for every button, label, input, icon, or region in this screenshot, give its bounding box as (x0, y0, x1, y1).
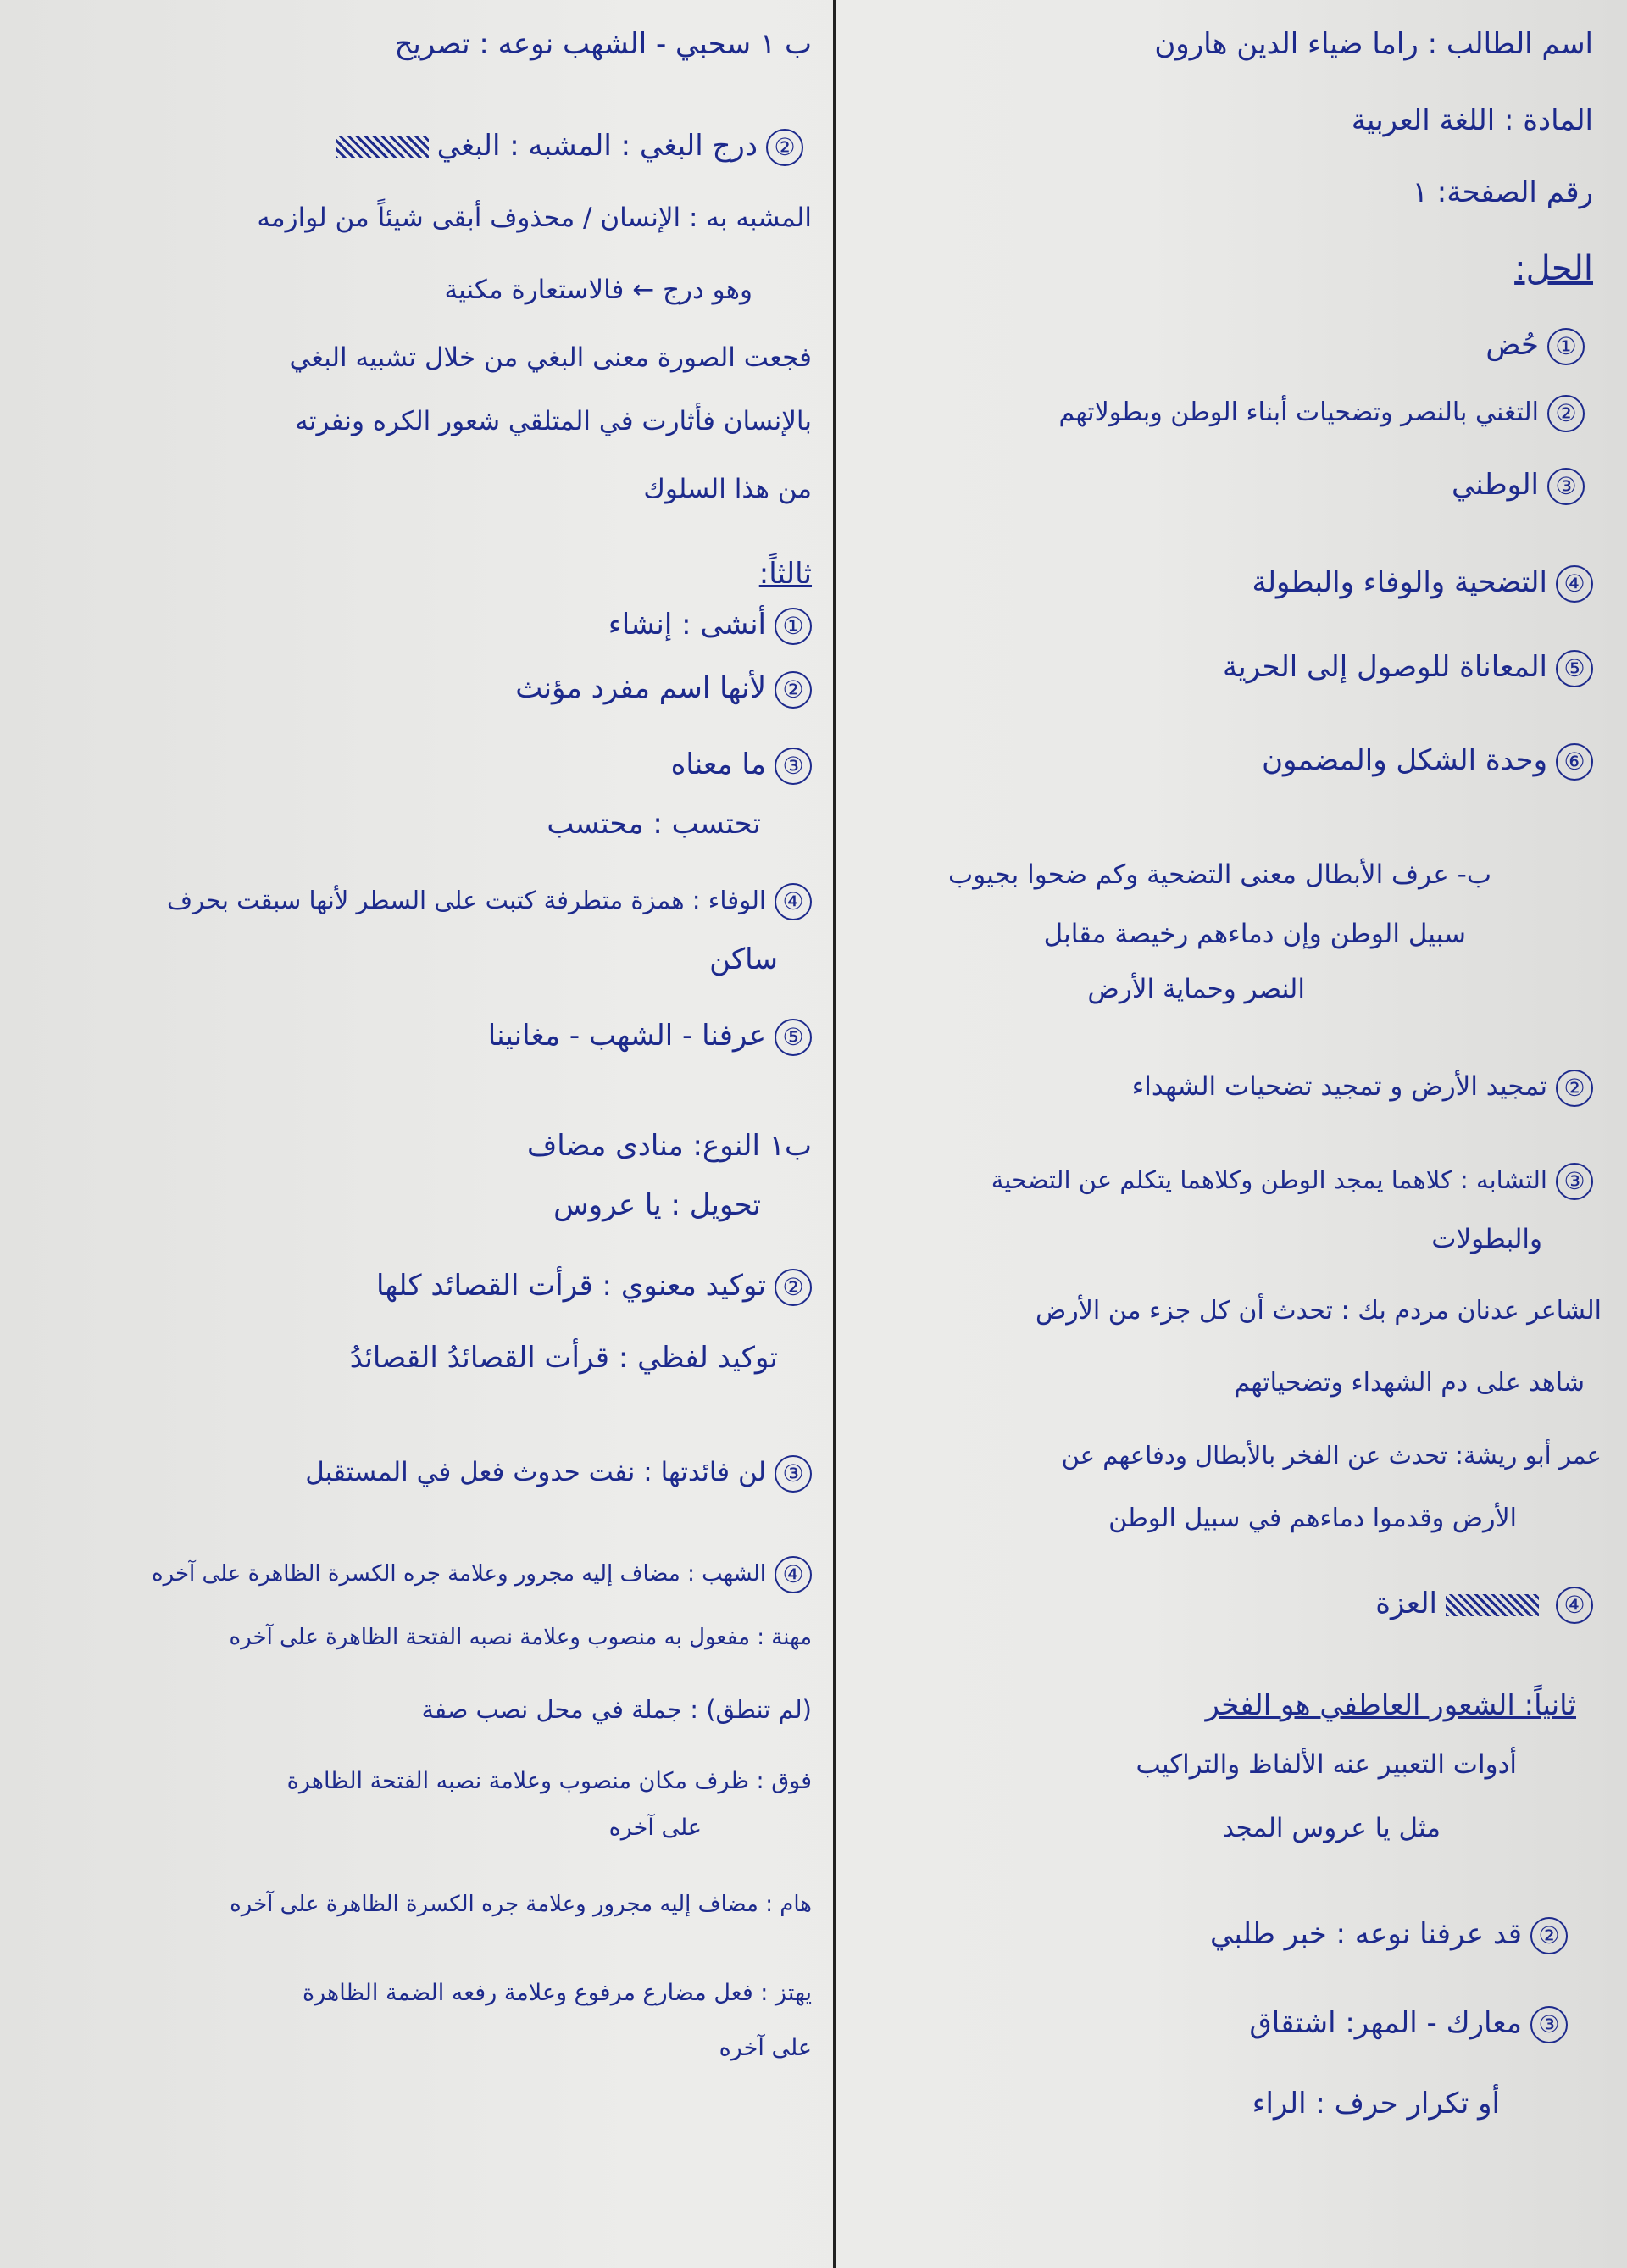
number-marker: ④ (1556, 565, 1593, 603)
poet2-line2: الأرض وقدموا دماءهم في سبيل الوطن (1108, 1504, 1517, 1533)
third-4-line2: ساكن (709, 942, 778, 976)
answer-1: ①حُض (1485, 326, 1585, 365)
number-marker: ② (1547, 395, 1585, 432)
b-4-parse3: (لم تنطق) : جملة في محل نصب صفة (421, 1695, 812, 1724)
b2-line2: المشبه به : الإنسان / محذوف أبقى شيئاً من لوازمه (257, 203, 812, 233)
poet2-line1: عمر أبو ريشة: تحدث عن الفخر بالأبطال ودفاعهم عن (1061, 1441, 1602, 1470)
number-marker: ⑤ (1556, 650, 1593, 687)
number-marker: ④ (775, 1556, 812, 1593)
second-heading: ثانياً: الشعور العاطفي هو الفخر (1205, 1688, 1576, 1722)
b-4-parse5: هام : مضاف إليه مجرور وعلامة جره الكسرة الظاهرة على آخره (230, 1892, 812, 1917)
b-2-emphasis: ②توكيد معنوي : قرأت القصائد كلها (376, 1267, 812, 1306)
number-marker: ③ (775, 748, 812, 785)
b2-line1: ②درج البغي : المشبه : البغي (327, 127, 803, 166)
number-marker: ③ (1547, 468, 1585, 505)
b2-line6: من هذا السلوك (643, 474, 812, 504)
b-4-parse4: فوق : ظرف مكان منصوب وعلامة نصبه الفتحة الظاهرة (286, 1768, 812, 1794)
number-marker: ① (775, 608, 812, 645)
number-marker: ② (1556, 1070, 1593, 1107)
student-name-line: اسم الطالب : راما ضياء الدين هارون (1154, 27, 1593, 61)
answer-b1-line3: النصر وحماية الأرض (1087, 974, 1305, 1004)
number-marker: ② (775, 1269, 812, 1306)
answer-2: ②التغني بالنصر وتضحيات أبناء الوطن وبطولاتهم (1058, 394, 1585, 432)
solution-heading: الحل: (1514, 249, 1593, 288)
number-marker: ④ (775, 883, 812, 920)
b-3-lan: ③لن فائدتها : نفت حدوث فعل في المستقبل (305, 1454, 812, 1493)
crossed-out-word (1446, 1594, 1539, 1616)
b-4-parse4-line2: على آخره (608, 1815, 702, 1841)
answer-b4: ④العزة (1375, 1585, 1593, 1624)
b-4-parse6: يهتز : فعل مضارع مرفوع وعلامة رفعه الضمة الظاهرة (303, 1980, 812, 2006)
third-5: ⑤عرفنا - الشهب - مغانينا (488, 1017, 812, 1056)
second-line2: أدوات التعبير عنه الألفاظ والتراكيب (1136, 1749, 1517, 1780)
second-answer-3-line2: أو تكرار حرف : الراء (1252, 2087, 1500, 2121)
right-column (843, 0, 1610, 2268)
number-marker: ② (1530, 1917, 1568, 1954)
answer-6: ⑥وحدة الشكل والمضمون (1262, 742, 1593, 781)
b1-line: ب ١ سحبي - الشهب نوعه : تصريح (394, 27, 812, 61)
third-1: ①أنشى : إنشاء (608, 606, 812, 645)
number-marker: ④ (1556, 1587, 1593, 1624)
third-3-line2: تحتسب : محتسب (547, 807, 761, 841)
poet1-line2: شاهد على دم الشهداء وتضحياتهم (1234, 1368, 1585, 1398)
second-answer-3: ③معارك - المهر: اشتقاق (1249, 2004, 1568, 2043)
b-4-parse6-line2: على آخره (719, 2035, 812, 2061)
number-marker: ⑤ (775, 1019, 812, 1056)
b-1-conversion: تحويل : يا عروس (553, 1188, 761, 1222)
b-2-verbal: توكيد لفظي : قرأت القصائدُ القصائدُ (349, 1341, 778, 1375)
second-line3: مثل يا عروس المجد (1222, 1813, 1441, 1843)
subject-line: المادة : اللغة العربية (1351, 103, 1593, 137)
answer-b1-line1: ب- عرف الأبطال معنى التضحية وكم ضحوا بجيوب (948, 859, 1491, 890)
b2-line5: بالإنسان فأثارت في المتلقي شعور الكره ونفرته (295, 406, 812, 436)
number-marker: ② (775, 671, 812, 709)
column-divider (833, 0, 836, 2268)
b-4-parse2: مهنة : مفعول به منصوب وعلامة نصبه الفتحة الظاهرة على آخره (229, 1625, 812, 1650)
second-answer-2: ②قد عرفنا نوعه : خبر طلبي (1210, 1915, 1568, 1954)
answer-5: ⑤المعاناة للوصول إلى الحرية (1223, 648, 1593, 687)
number-marker: ⑥ (1556, 743, 1593, 781)
b2-line4: فجعت الصورة معنى البغي من خلال تشبيه البغي (289, 342, 812, 373)
third-3: ③ما معناه (671, 746, 812, 785)
answer-b3-line1: ③التشابه : كلاهما يمجد الوطن وكلاهما يتكلم عن التضحية (991, 1161, 1593, 1200)
answer-b1-line2: سبيل الوطن وإن دماءهم رخيصة مقابل (1043, 919, 1466, 949)
poet1-line1: الشاعر عدنان مردم بك : تحدث أن كل جزء من الأرض (1035, 1296, 1602, 1326)
third-4: ④الوفاء : همزة متطرفة كتبت على السطر لأنها سبقت بحرف (167, 881, 812, 920)
third-2: ②لأنها اسم مفرد مؤنث (515, 670, 812, 709)
crossed-out-word (336, 136, 429, 158)
answer-b3-line2: والبطولات (1431, 1224, 1542, 1254)
answer-3: ③الوطني (1452, 466, 1585, 505)
b-1-type: ب١ النوع: منادى مضاف (527, 1129, 812, 1163)
b2-line3: وهو درج ← فالاستعارة مكنية (444, 275, 752, 305)
number-marker: ③ (775, 1455, 812, 1493)
answer-4: ④التضحية والوفاء والبطولة (1252, 564, 1593, 603)
page-number-line: رقم الصفحة: ١ (1412, 175, 1593, 209)
number-marker: ③ (1556, 1163, 1593, 1200)
number-marker: ① (1547, 328, 1585, 365)
third-heading: ثالثاً: (758, 557, 812, 591)
left-column (8, 0, 829, 2268)
b-4-parse1: ④الشهب : مضاف إليه مجرور وعلامة جره الكسرة الظاهرة على آخره (152, 1555, 812, 1593)
answer-b2: ②تمجيد الأرض و تمجيد تضحيات الشهداء (1132, 1068, 1593, 1107)
number-marker: ② (766, 129, 803, 166)
number-marker: ③ (1530, 2006, 1568, 2043)
